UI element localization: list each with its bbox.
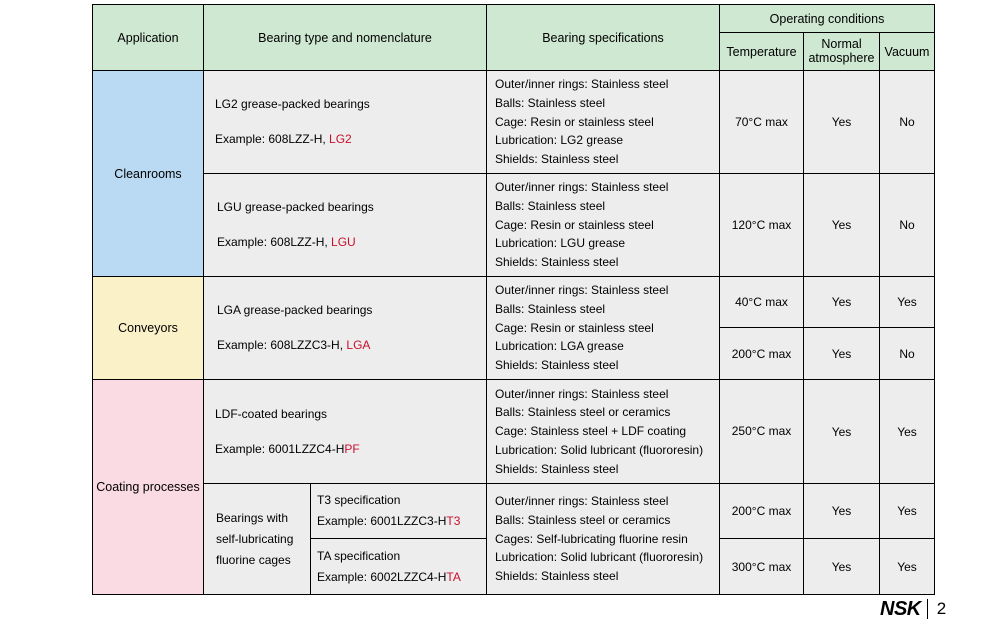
normal-ta: Yes [804,539,880,595]
group-conveyors: Conveyors [93,277,204,380]
ta-spec-label: TA specification [317,548,401,563]
self-line: fluorine cages [216,552,291,567]
example-lg2-code: LG2 [329,132,352,146]
header-operating-conditions: Operating conditions [720,5,935,33]
spec-line: Shields: Stainless steel [495,255,619,270]
spec-ta [311,539,487,595]
spec-line: Cage: Stainless steel + LDF coating [495,424,687,439]
specs-lga [487,277,720,380]
group-cleanrooms: Cleanrooms [93,71,204,277]
example-ldf-prefix: Example: 6001LZZC4-H [215,441,345,456]
spec-line: Cage: Resin or stainless steel [495,114,654,129]
example-ldf [215,442,486,457]
nsk-logo: NSK [880,597,921,620]
type-lga [204,277,487,380]
header-bearing-type: Bearing type and nomenclature [204,5,487,71]
temp-lga-2: 200°C max [720,328,804,380]
spec-line: Lubrication: LGU grease [495,236,626,251]
specs-lg2 [487,71,720,174]
example-ta-code: TA [446,569,461,584]
normal-lg2: Yes [804,71,880,174]
example-t3-prefix: Example: 6001LZZC3-H [317,514,447,528]
spec-line: Balls: Stainless steel or ceramics [495,512,671,527]
header-bearing-specs: Bearing specifications [487,5,720,71]
spec-line: Balls: Stainless steel [495,95,606,110]
vacuum-ta: Yes [880,539,935,595]
t3-spec-label: T3 specification [317,493,401,507]
self-line: self-lubricating [216,531,294,546]
type-lgu-label: LGU grease-packed bearings [217,200,374,214]
normal-t3: Yes [804,484,880,539]
type-ldf [204,380,487,484]
normal-ldf: Yes [804,380,880,484]
example-lg2-prefix: Example: 608LZZ-H, [215,132,330,146]
spec-line: Cages: Self-lubricating fluorine resin [495,531,688,546]
type-lgu [204,174,487,277]
spec-line: Shields: Stainless steel [495,358,619,373]
spec-line: Lubrication: Solid lubricant (fluororesin) [495,550,704,565]
temp-lga-1: 40°C max [720,277,804,328]
example-lga-code: LGA [346,338,371,352]
group-coating: Coating processes [93,380,204,595]
header-temperature: Temperature [720,33,804,71]
vacuum-lg2: No [880,71,935,174]
vacuum-lgu: No [880,174,935,277]
spec-line: Balls: Stainless steel [495,301,606,316]
spec-line: Shields: Stainless steel [495,461,619,476]
normal-lga-1: Yes [804,277,880,328]
vacuum-t3: Yes [880,484,935,539]
footer-divider [927,599,928,619]
spec-line: Balls: Stainless steel [495,198,606,213]
bearing-table [92,4,935,595]
vacuum-lga-1: Yes [880,277,935,328]
header-vacuum: Vacuum [880,33,935,71]
normal-lga-2: Yes [804,328,880,380]
spec-line: Lubrication: LGA grease [495,339,624,354]
temp-ldf: 250°C max [720,380,804,484]
header-normal-atmosphere-text: Normal atmosphere [808,37,875,65]
page-number: 2 [936,599,947,618]
example-lgu [217,235,486,250]
spec-line: Balls: Stainless steel or ceramics [495,405,671,420]
spec-line: Lubrication: LG2 grease [495,133,624,148]
temp-lg2: 70°C max [720,71,804,174]
example-t3 [317,511,486,532]
spec-t3 [311,484,487,539]
header-normal-atmosphere [804,33,880,71]
spec-line: Outer/inner rings: Stainless steel [495,180,669,195]
example-lgu-prefix: Example: 608LZZ-H, [217,235,332,249]
normal-lgu: Yes [804,174,880,277]
example-lga-prefix: Example: 608LZZC3-H, [217,338,347,352]
example-t3-code: T3 [446,514,461,528]
spec-line: Lubrication: Solid lubricant (fluororesin) [495,442,704,457]
example-lga [217,338,486,353]
spec-line: Shields: Stainless steel [495,152,619,167]
specs-ldf [487,380,720,484]
spec-line: Outer/inner rings: Stainless steel [495,386,669,401]
temp-ta: 300°C max [720,539,804,595]
type-lga-label: LGA grease-packed bearings [217,303,373,317]
specs-self [487,484,720,595]
example-lg2 [215,132,486,147]
spec-line: Shields: Stainless steel [495,569,619,584]
spec-line: Outer/inner rings: Stainless steel [495,494,669,509]
type-lg2 [204,71,487,174]
temp-t3: 200°C max [720,484,804,539]
example-ta [317,567,486,588]
type-self-lubricating [204,484,311,595]
example-ta-prefix: Example: 6002LZZC4-H [317,569,447,584]
vacuum-lga-2: No [880,328,935,380]
spec-line: Cage: Resin or stainless steel [495,320,654,335]
specs-lgu [487,174,720,277]
page-footer [880,597,946,621]
spec-line: Outer/inner rings: Stainless steel [495,283,669,298]
self-line: Bearings with [216,510,289,525]
vacuum-ldf: Yes [880,380,935,484]
header-application: Application [93,5,204,71]
example-lgu-code: LGU [331,235,356,249]
example-ldf-code: PF [344,441,360,456]
temp-lgu: 120°C max [720,174,804,277]
spec-line: Cage: Resin or stainless steel [495,217,654,232]
type-ldf-label: LDF-coated bearings [215,406,328,421]
spec-line: Outer/inner rings: Stainless steel [495,77,669,92]
type-lg2-label: LG2 grease-packed bearings [215,97,370,111]
